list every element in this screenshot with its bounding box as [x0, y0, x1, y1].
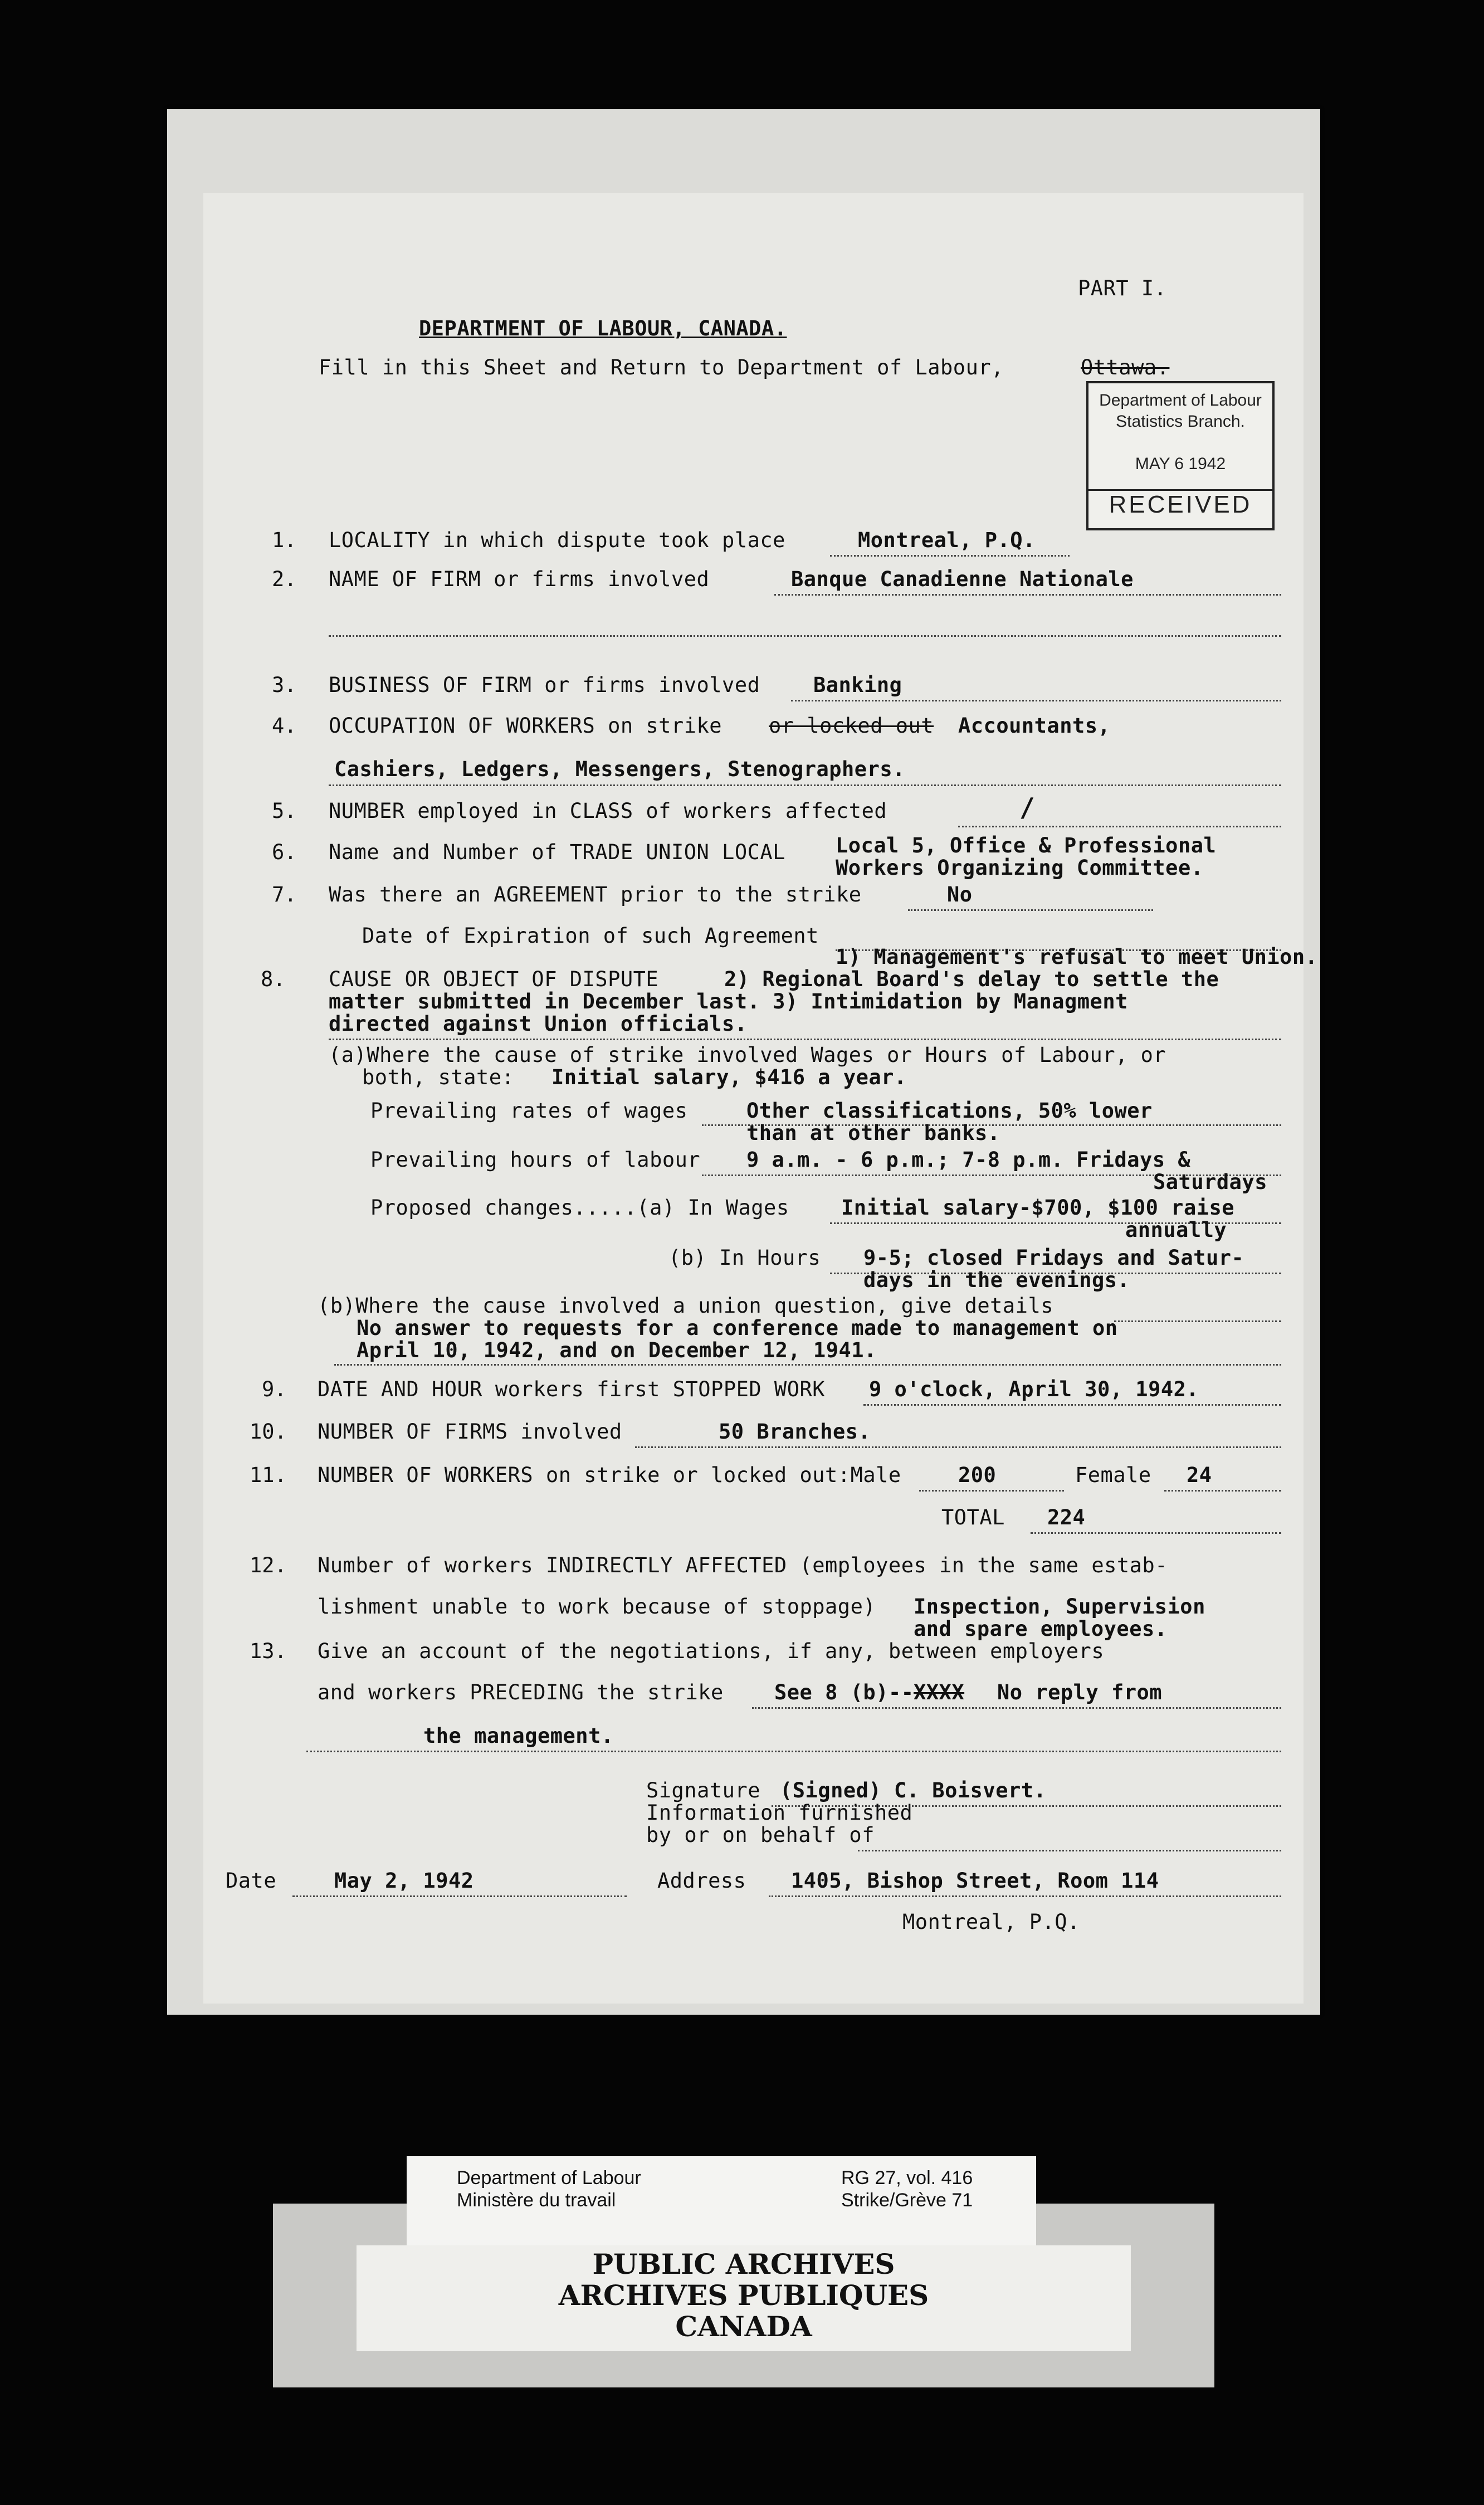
item-7-value: No — [947, 883, 973, 907]
archive-title-1: PUBLIC ARCHIVES — [592, 2248, 895, 2280]
date-value: May 2, 1942 — [334, 1869, 474, 1893]
item-8-hours-value-2: Saturdays — [1153, 1170, 1267, 1194]
archive-label-title-card — [357, 2245, 1131, 2351]
archive-dept-en: Department of Labour — [457, 2167, 641, 2189]
item-8-fill-line — [329, 1039, 1281, 1040]
item-4-value: Accountants, — [958, 714, 1111, 738]
item-9-value: 9 o'clock, April 30, 1942. — [869, 1377, 1199, 1401]
item-2-fill-line — [774, 594, 1281, 596]
item-11-number: 11. — [250, 1463, 287, 1487]
item-11-female-fill — [1164, 1490, 1281, 1492]
item-12-label-1: Number of workers INDIRECTLY AFFECTED (employees in the same estab- — [318, 1553, 1168, 1577]
item-10-label: NUMBER OF FIRMS involved — [318, 1420, 622, 1444]
item-8-hours-value: 9 a.m. - 6 p.m.; 7-8 p.m. Fridays & — [746, 1148, 1191, 1172]
item-8-wages-label: Prevailing rates of wages — [370, 1099, 688, 1123]
archive-title-2: ARCHIVES PUBLIQUES — [558, 2279, 929, 2312]
item-11-male-fill — [919, 1490, 1064, 1492]
item-4-struck-text: or locked out — [769, 714, 934, 738]
item-5-value: / — [1019, 792, 1036, 822]
item-8-proposed-hours-value: 9-5; closed Fridays and Satur- — [863, 1246, 1244, 1270]
item-13-number: 13. — [250, 1639, 287, 1663]
part-number: PART I. — [1078, 276, 1167, 300]
item-9-fill — [863, 1404, 1281, 1406]
item-11-female-value: 24 — [1187, 1463, 1212, 1487]
item-13-fill-2 — [306, 1751, 1281, 1752]
item-8-proposed-wages-value: Initial salary-$700, $100 raise — [841, 1196, 1235, 1220]
address-city: Montreal, P.Q. — [902, 1910, 1080, 1934]
item-2-number: 2. — [272, 567, 297, 591]
item-8-proposed-wages-value-2: annually — [1125, 1218, 1227, 1242]
item-11-label: NUMBER OF WORKERS on strike or locked out:Male — [318, 1463, 901, 1487]
item-2-value: Banque Canadienne Nationale — [791, 567, 1134, 591]
item-5-fill-line — [958, 826, 1281, 827]
item-7-label: Was there an AGREEMENT prior to the strike — [329, 883, 862, 907]
item-3-value: Banking — [813, 673, 902, 697]
item-8-label: CAUSE OR OBJECT OF DISPUTE — [329, 967, 659, 991]
item-8-wages-value: Other classifications, 50% lower — [746, 1099, 1153, 1123]
item-6-number: 6. — [272, 840, 297, 864]
archive-ref-2: Strike/Grève 71 — [841, 2190, 973, 2211]
date-fill — [292, 1895, 627, 1897]
item-13-value-3: the management. — [423, 1724, 614, 1748]
item-9-number: 9. — [262, 1377, 287, 1401]
item-1-value: Montreal, P.Q. — [858, 528, 1036, 552]
item-12-number: 12. — [250, 1553, 287, 1577]
item-6-value-2: Workers Organizing Committee. — [836, 856, 1204, 880]
signature-label: Signature — [646, 1778, 760, 1802]
instruction-place: Ottawa. — [1081, 355, 1170, 379]
info-label-1: Information furnished — [646, 1801, 913, 1825]
item-8a-value: Initial salary, $416 a year. — [551, 1065, 907, 1089]
item-10-fill — [635, 1446, 1281, 1448]
item-8-hours-label: Prevailing hours of labour — [370, 1148, 701, 1172]
item-4-value-2: Cashiers, Ledgers, Messengers, Stenographers. — [334, 757, 905, 781]
date-label: Date — [226, 1869, 277, 1893]
item-8b-fill — [1114, 1320, 1281, 1322]
item-8-cause-1: 1) Management's refusal to meet Union. — [836, 945, 1318, 969]
info-fill — [858, 1850, 1281, 1851]
item-13-value: See 8 (b)-- — [774, 1680, 914, 1704]
received-stamp — [1086, 381, 1275, 530]
item-1-number: 1. — [272, 528, 297, 552]
department-title: DEPARTMENT OF LABOUR, CANADA. — [419, 316, 787, 340]
item-4-label: OCCUPATION OF WORKERS on strike — [329, 714, 723, 738]
item-12-value: Inspection, Supervision — [914, 1595, 1205, 1619]
item-11-female-label: Female — [1075, 1463, 1151, 1487]
archive-title-3: CANADA — [675, 2310, 812, 2343]
item-13-fill — [752, 1707, 1281, 1709]
item-13-struck: XXXX — [914, 1680, 965, 1704]
item-6-value: Local 5, Office & Professional — [836, 834, 1217, 857]
item-11-male-value: 200 — [958, 1463, 997, 1487]
item-12-value-2: and spare employees. — [914, 1617, 1168, 1641]
archive-ref-1: RG 27, vol. 416 — [841, 2167, 973, 2189]
info-label-2: by or on behalf of — [646, 1823, 875, 1847]
item-8a-label-1: (a)Where the cause of strike involved Wages or Hours of Labour, or — [329, 1043, 1166, 1067]
item-10-number: 10. — [250, 1420, 287, 1444]
item-5-label: NUMBER employed in CLASS of workers affected — [329, 799, 887, 823]
item-8-cause-3: matter submitted in December last. 3) Intimidation by Managment — [329, 990, 1128, 1013]
item-8b-label: (b)Where the cause involved a union question, give details — [318, 1294, 1054, 1318]
item-13-label-2: and workers PRECEDING the strike — [318, 1680, 724, 1704]
item-5-number: 5. — [272, 799, 297, 823]
item-8-proposed-wages-label: Proposed changes.....(a) In Wages — [370, 1196, 789, 1220]
item-7-number: 7. — [272, 883, 297, 907]
archive-label-reference-card — [407, 2156, 1036, 2248]
item-8b-value-2: April 10, 1942, and on December 12, 1941. — [357, 1338, 877, 1362]
item-2-fill-line-2 — [329, 635, 1281, 637]
signature-value: (Signed) C. Boisvert. — [780, 1778, 1047, 1802]
stamp-line-2: Statistics Branch. — [1116, 412, 1245, 431]
item-8b-value-1: No answer to requests for a conference made to management on — [357, 1316, 1118, 1340]
item-3-fill-line — [791, 700, 1281, 701]
item-8-number: 8. — [261, 967, 286, 991]
item-8b-fill-2 — [334, 1364, 1281, 1366]
item-1-label: LOCALITY in which dispute took place — [329, 528, 785, 552]
item-4-number: 4. — [272, 714, 297, 738]
item-6-label: Name and Number of TRADE UNION LOCAL — [329, 840, 785, 864]
item-8-proposed-hours-label: (b) In Hours — [668, 1246, 821, 1270]
item-12-label-2: lishment unable to work because of stoppage) — [318, 1595, 876, 1619]
item-10-value: 50 Branches. — [719, 1420, 871, 1444]
archive-label — [273, 2156, 1214, 2390]
archive-dept-fr: Ministère du travail — [457, 2190, 616, 2211]
item-8-cause-2: 2) Regional Board's delay to settle the — [724, 967, 1219, 991]
item-9-label: DATE AND HOUR workers first STOPPED WORK — [318, 1377, 826, 1401]
item-13-value-2: No reply from — [997, 1680, 1163, 1704]
item-3-label: BUSINESS OF FIRM or firms involved — [329, 673, 760, 697]
address-fill — [769, 1895, 1281, 1897]
document-page — [167, 109, 1320, 2015]
item-2-label: NAME OF FIRM or firms involved — [329, 567, 710, 591]
item-8-proposed-hours-value-2: days in the evenings. — [863, 1268, 1130, 1292]
instruction-text: Fill in this Sheet and Return to Department of Labour, — [319, 355, 1004, 379]
item-1-fill-line — [830, 555, 1070, 557]
item-8a-label-2: both, state: — [362, 1065, 515, 1089]
item-4-fill-line — [329, 784, 1281, 786]
address-label: Address — [657, 1869, 746, 1893]
item-7-fill-line — [908, 909, 1153, 911]
address-value: 1405, Bishop Street, Room 114 — [791, 1869, 1159, 1893]
stamp-date: MAY 6 1942 — [1135, 455, 1226, 473]
stamp-line-1: Department of Labour — [1099, 391, 1262, 410]
item-7-expiration-label: Date of Expiration of such Agreement — [362, 924, 819, 948]
item-11-total-fill — [1031, 1532, 1281, 1534]
item-13-label-1: Give an account of the negotiations, if any, between employers — [318, 1639, 1105, 1663]
stamp-received: RECEIVED — [1088, 489, 1272, 519]
item-8-cause-4: directed against Union officials. — [329, 1012, 748, 1036]
item-11-total-label: TOTAL — [941, 1505, 1005, 1529]
item-3-number: 3. — [272, 673, 297, 697]
item-11-total-value: 224 — [1047, 1505, 1086, 1529]
item-8-wages-value-2: than at other banks. — [746, 1121, 1000, 1145]
